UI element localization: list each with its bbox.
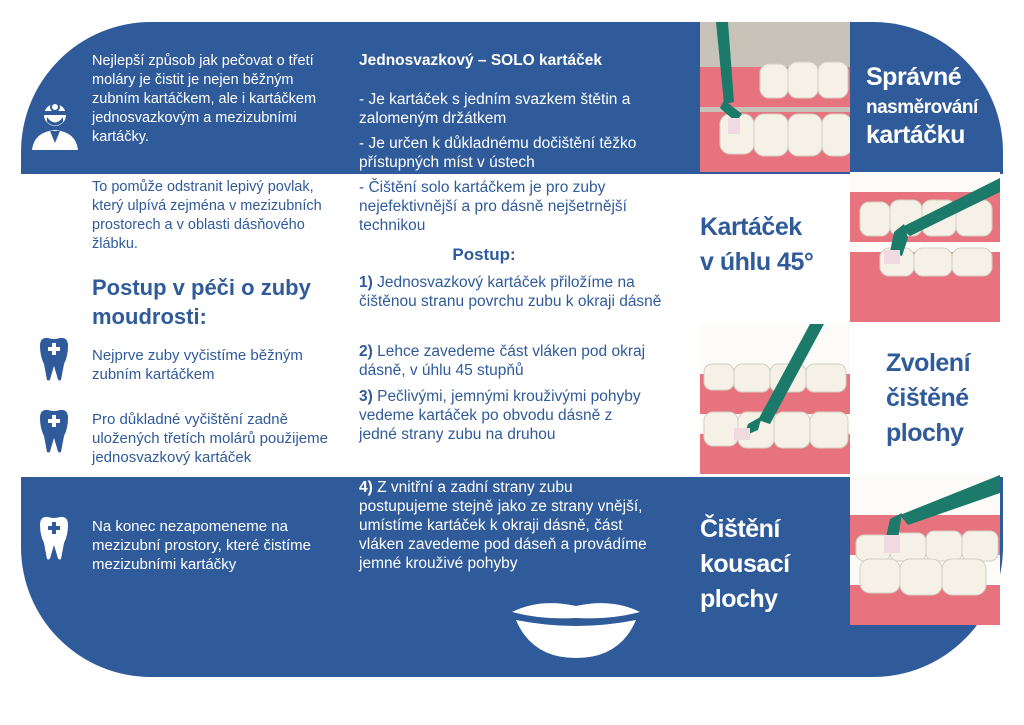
label-surface-2: čištěné <box>886 384 969 412</box>
label-biting-2: kousací <box>700 550 790 578</box>
tooth-icon <box>37 515 71 561</box>
plaque-text: To pomůže odstranit lepivý povlak, který ulpívá zejména v mezizubních prostorech a v oblasti dásňového žlábku. <box>92 179 322 252</box>
procedure-step-4: 4) Z vnitřní a zadní strany zubu postupujeme stejně jako ze strany vnější, umístíme kartáček k okraji dásně, část vláken zavedeme pod dáseň a provádíme jemné krouživé pohyby <box>359 479 647 572</box>
label-angle-2: v úhlu 45° <box>700 248 814 276</box>
label-angle-1: Kartáček <box>700 213 802 241</box>
procedure-title: Postup: <box>452 245 516 264</box>
label-brush-direction-3: kartáčku <box>866 121 965 149</box>
care-step-2: Pro důkladné vyčištění zadně uložených třetích molárů použijeme jednosvazkový kartáček <box>92 411 328 466</box>
solo-bullet-3: - Čištění solo kartáčkem je pro zuby nejefektivnější a pro dásně nejšetrnější technikou <box>359 179 627 234</box>
label-brush-direction-2: nasměrování <box>866 97 978 118</box>
care-step-3: Na konec nezapomeneme na mezizubní prostory, které čistíme mezizubními kartáčky <box>92 518 311 573</box>
photo-brush-direction <box>700 22 850 172</box>
label-surface-3: plochy <box>886 419 964 447</box>
procedure-step-1: 1) Jednosvazkový kartáček přiložíme na čištěnou stranu povrchu zubu k okraji dásně <box>359 274 662 310</box>
tooth-icon <box>37 408 71 454</box>
label-surface-1: Zvolení <box>886 349 971 377</box>
smile-lips-icon <box>510 598 642 662</box>
label-biting-3: plochy <box>700 585 778 613</box>
photo-surface-choice <box>700 324 850 474</box>
procedure-step-3: 3) Pečlivými, jemnými krouživými pohyby vedeme kartáček po obvodu dásně z jedné strany zubu na druhou <box>359 388 641 443</box>
photo-biting-surface <box>850 475 1000 625</box>
tooth-icon <box>37 336 71 382</box>
solo-brush-title: Jednosvazkový – SOLO kartáček <box>359 52 602 69</box>
intro-text: Nejlepší způsob jak pečovat o třetí moláry je čistit je nejen běžným zubním kartáčkem, ale i kartáčkem jednosvazkovým a mezizubními kartáčky. <box>92 53 317 145</box>
care-step-1: Nejprve zuby vyčistíme běžným zubním kartáčkem <box>92 347 303 383</box>
label-brush-direction-1: Správné <box>866 63 962 91</box>
procedure-step-2: 2) Lehce zavedeme část vláken pod okraj dásně, v úhlu 45 stupňů <box>359 343 646 379</box>
solo-bullet-1: - Je kartáček s jedním svazkem štětin a zalomeným držátkem <box>359 91 631 127</box>
dentist-icon <box>28 98 82 152</box>
section-heading: Postup v péči o zuby moudrosti: <box>92 275 311 329</box>
solo-bullet-2: - Je určen k důkladnému dočištění těžko přístupných míst v ústech <box>359 135 637 171</box>
photo-brush-angle <box>850 172 1000 322</box>
label-biting-1: Čištění <box>700 515 780 543</box>
